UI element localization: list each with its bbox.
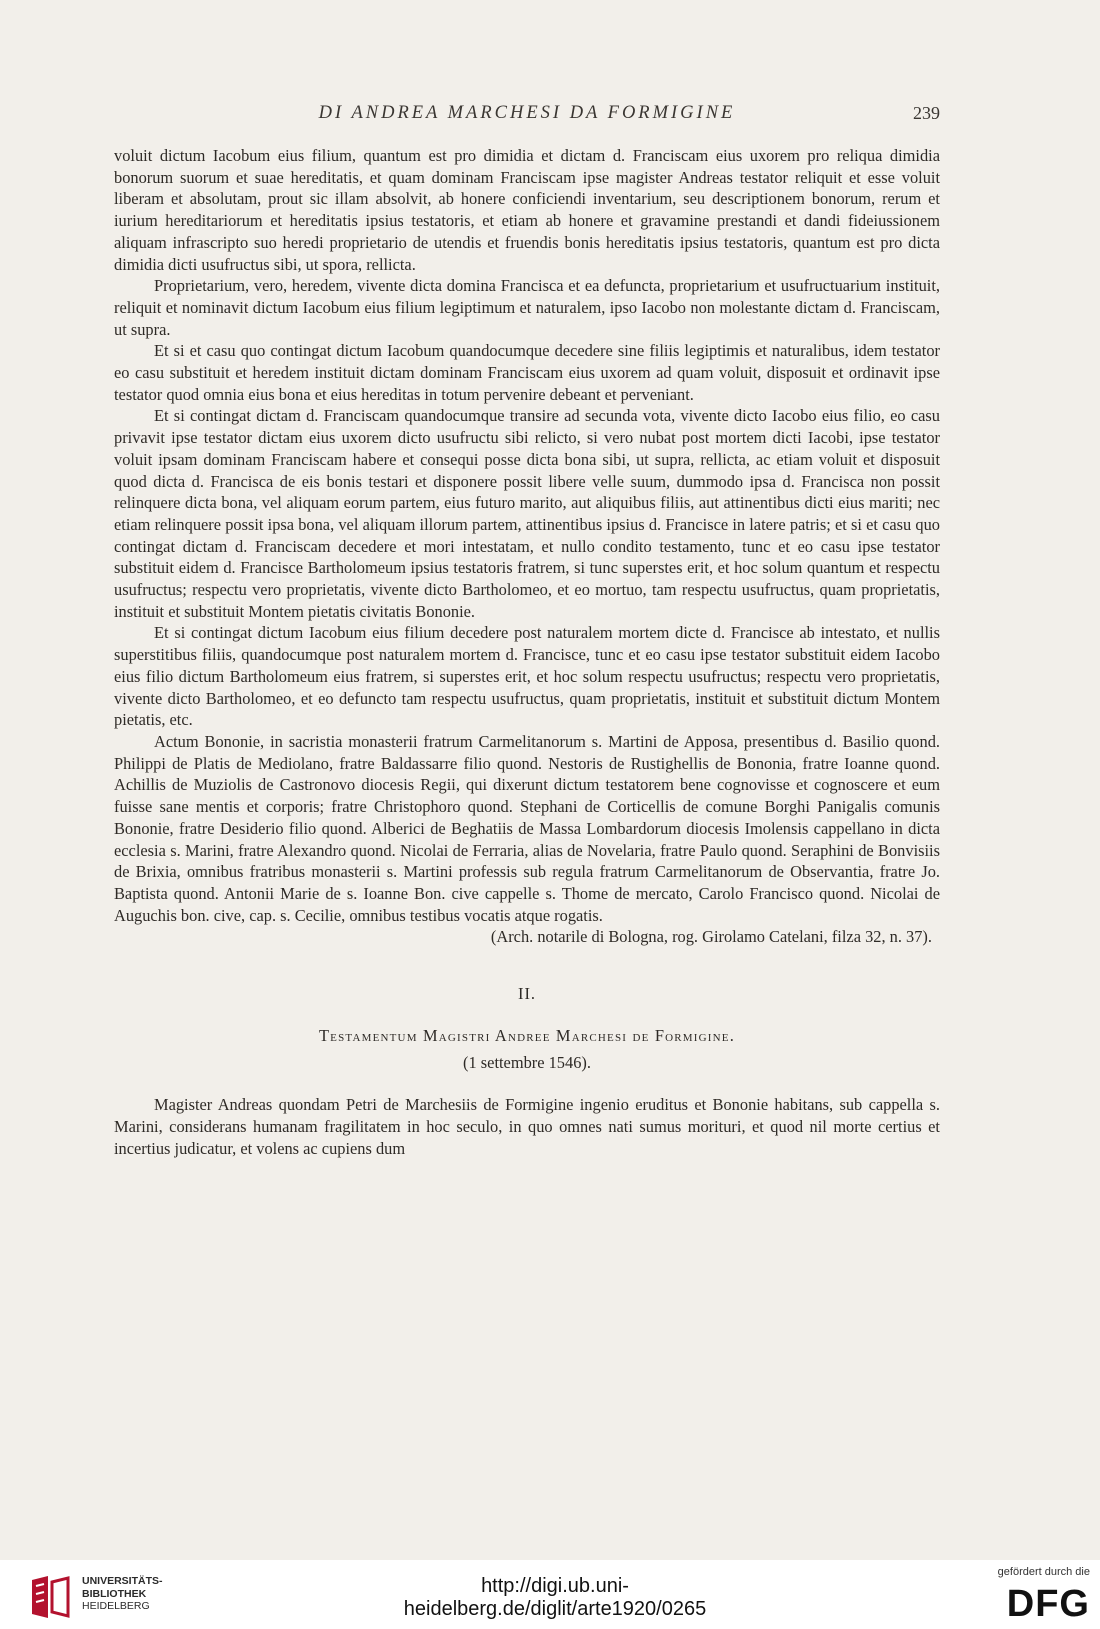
running-title: DI ANDREA MARCHESI DA FORMIGINE bbox=[318, 103, 736, 123]
library-logo-icon bbox=[28, 1574, 74, 1620]
viewer-footer bbox=[0, 1560, 1100, 1629]
section-title: Testamentum Magistri Andree Marchesi de Formigine. bbox=[318, 1025, 736, 1045]
paragraph: Et si contingat dictum Iacobum eius filium decedere post naturalem mortem dicte d. Francisce ab intestato, et nullis superstitibus filiis, quandocumque post naturalem mortem d. Francisce, tunc et eo casu ipse testator substituit eidem Iacobo eius filio dictum Bartholomeum eius fratrem, si superstes erit, et hoc solum respectu usufructus; respectu vero proprietatis, vivente dicto Bartholomeo, et eo defuncto tam respectu usufructus, quam proprietatis, instituit et substituit dictum Montem pietatis, etc. bbox=[114, 623, 940, 730]
paragraph: Et si et casu quo contingat dictum Iacobum quandocumque decedere sine filiis legiptimis et naturalibus, idem testator eo casu substituit et heredem instituit dictam dominam Franciscam eius uxorem ad quam voluit, disposuit et ordinavit ipse testator quod omnia eius bona et eius hereditas in totum pervenire debeant et perveniant. bbox=[114, 341, 940, 404]
permalink-url[interactable]: http://digi.ub.uni-heidelberg.de/diglit/arte1920/0265 bbox=[403, 1575, 707, 1620]
body-text bbox=[114, 145, 940, 1159]
library-name-line: UNIVERSITÄTS- bbox=[82, 1575, 163, 1587]
paragraph: Actum Bononie, in sacristia monasterii fratrum Carmelitanorum s. Martini de Apposa, presentibus d. Basilio quond. Philippi de Platis de Mediolano, fratre Baldassarre filio quond. Nestoris de Rustighellis de Bononia, fratre Ioanne quond. Achillis de Muziolis de Castronovo diocesis Regii, qui dixerunt dictum testatorem bene cognovisse et cognoscere et eum fuisse sane mentis et corporis; fratre Christophoro quond. Stephani de Corticellis de comune Borghi Panigalis comunis Bononie, fratre Desiderio filio quond. Alberici de Beghatiis de Massa Lombardorum diocesis Imolensis cappellano in dicta ecclesia s. Marini, fratre Alexandro quond. Nicolai de Ferraria, alias de Novelaria, fratre Paulo quond. Seraphini de Bonvisiis de Brixia, omnibus fratribus monasterii s. Martini professis sub regula fratrum Carmelitanorum de Observantia, fratre Jo. Baptista quond. Antonii Marie de s. Ioanne Bon. cive cappelle s. Thome de mercato, Carolo Francisco quond. Nicolai de Auguchis bon. cive, cap. s. Cecilie, omnibus testibus vocatis atque rogatis. bbox=[114, 731, 940, 925]
section-number: II. bbox=[517, 984, 536, 1004]
library-name bbox=[82, 1575, 163, 1613]
library-name-line: HEIDELBERG bbox=[82, 1600, 150, 1612]
funded-by-label: gefördert durch die bbox=[997, 1566, 1090, 1578]
dfg-logo: DFG bbox=[1006, 1583, 1090, 1625]
paragraph: Proprietarium, vero, heredem, vivente dicta domina Francisca et ea defuncta, proprietarium et usufructuarium instituit, reliquit et nominavit dictum Iacobum eius filium legiptimum et naturalem, ipso Iacobo non molestante dictam d. Franciscam, ut supra. bbox=[114, 276, 940, 339]
library-name-line: BIBLIOTHEK bbox=[82, 1587, 147, 1600]
paragraph: Magister Andreas quondam Petri de Marchesiis de Formigine ingenio eruditus et Bononie habitans, sub cappella s. Marini, considerans humanam fragilitatem in hoc seculo, in quo omnes nati sumus morituri, et quod nil morte certius et incertius judicatur, et volens ac cupiens dum bbox=[114, 1095, 940, 1158]
page-number: 239 bbox=[913, 103, 940, 123]
section-date: (1 settembre 1546). bbox=[463, 1053, 591, 1073]
page-header bbox=[114, 103, 940, 129]
paragraph: voluit dictum Iacobum eius filium, quantum est pro dimidia et dictam d. Franciscam eius uxorem pro reliqua dimidia bonorum suorum et suae hereditatis, et quam dominam Franciscam ipse magister Andreas testator reliquit et esse voluit liberam et absolutam, prout sic illam absolvit, ab honere conficiendi inventarium, seu descriptionem bonorum, rerum et iurium hereditariorum et hereditatis ipsius testatoris, et etiam ab honere et gravamine prestandi et dandi fideiussionem aliquam infrascripto suo heredi proprietario de utendis et fruendis bonis hereditatis ipsius testatoris, quantum est pro dicta dimidia dicti usufructus sibi, ut spora, rellicta. bbox=[114, 146, 940, 274]
archive-citation: (Arch. notarile di Bologna, rog. Girolamo Catelani, filza 32, n. 37). bbox=[490, 927, 932, 947]
paragraph: Et si contingat dictam d. Franciscam quandocumque transire ad secunda vota, vivente dicto Iacobo eius filio, eo casu privavit ipse testator dictam eius uxorem dicto usufructu sibi relicto, si vero nubat post mortem dicti Iacobi, ipse testator voluit ipsam dominam Franciscam habere et consequi posse dicta bona sibi, ut supra, rellicta, ac etiam voluit et disposuit quod dicta d. Francisca de eis bonis testari et disponere possit libere velle suum, dummodo ipsa d. Francisca non possit relinquere dicta bona, vel aliquam eorum partem, eius futuro marito, aut aliquibus filiis, aut attinentibus dicti eius mariti; nec etiam relinquere possit ipsa bona, vel aliquam illorum partem, attinentibus ipsius d. Francisce in latere patris; et si et casu quo contingat dictam d. Franciscam decedere et mori intestatam, et nullo condito testamento, tunc et eo casu ipse testator substituit eidem d. Francisce Bartholomeum ipsius testatoris fratrem, si tunc superstes erit, et hoc solum quantum et respectu usufructus; respectu vero proprietatis, vivente dicto Bartholomeo, et eo mortuo, tam respectu usufructus, quam proprietatis, instituit et substituit Montem pietatis civitatis Bononie. bbox=[114, 406, 940, 621]
